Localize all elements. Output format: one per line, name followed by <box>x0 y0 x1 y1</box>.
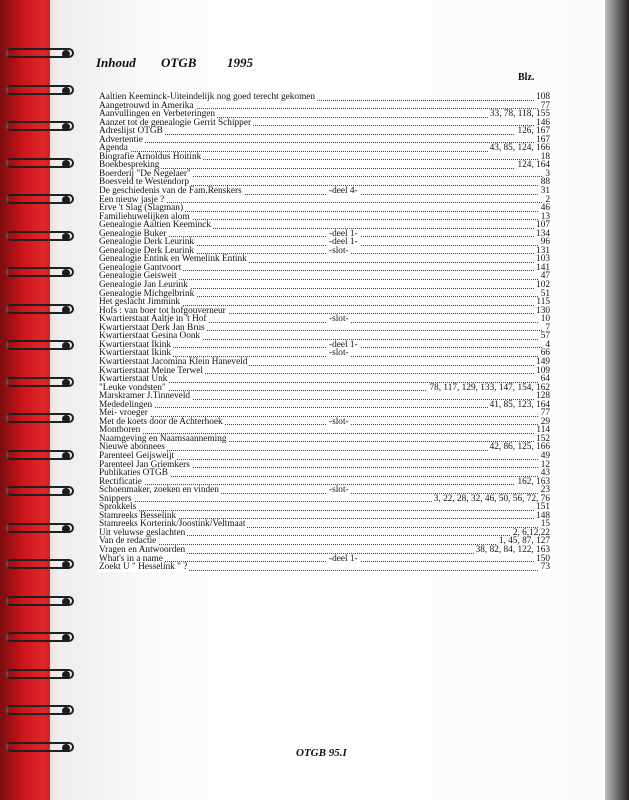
entry-pages: 15 <box>540 519 550 530</box>
punch-hole <box>62 306 70 314</box>
entry-title: Genealogie Derk Leurink <box>99 237 194 248</box>
entry-pages: 3 <box>545 168 550 179</box>
entry-title: Biografie Arnoldus Hoitink <box>99 151 202 162</box>
toc-entry <box>97 529 552 538</box>
punch-hole <box>62 160 70 168</box>
entry-pages: 167 <box>536 134 550 145</box>
entry-title: Uit veluwse geslachten <box>99 527 186 538</box>
entry-pages: 130 <box>536 305 550 316</box>
entry-title: Met de koets door de Achterhoek <box>99 416 223 427</box>
toc-entry <box>97 563 552 572</box>
punch-hole <box>62 196 70 204</box>
entry-pages: 41, 85, 123, 164 <box>489 399 550 410</box>
entry-pages: 134 <box>536 228 550 239</box>
entry-pages: 108 <box>536 92 550 102</box>
entry-title: Kwartierstaat Derk Jan Brus <box>99 322 205 333</box>
entry-pages: 4 <box>545 339 550 350</box>
entry-title: Genealogie Buker <box>99 228 167 239</box>
entry-title: De geschiedenis van de Fam.Renskers <box>99 186 242 197</box>
punch-hole <box>62 233 70 241</box>
entry-title: Mededelingen <box>99 399 153 410</box>
punch-hole <box>62 561 70 569</box>
entry-pages: 47 <box>540 271 550 282</box>
toc-entry <box>97 546 552 555</box>
entry-pages: 43 <box>540 468 550 479</box>
entry-part: -deel 4- <box>329 186 358 197</box>
entry-title: "Leuke vondsten" <box>99 382 166 393</box>
entry-pages: 2, 6,12,22 <box>512 527 550 538</box>
entry-title: Parenteel Jan Griemkers <box>99 459 190 470</box>
toc-entry <box>97 136 552 145</box>
entry-pages: 88 <box>540 177 550 188</box>
entry-pages: 1, 45, 87, 127 <box>498 536 550 547</box>
entry-title: Kwartierstaat Gesina Oonk <box>99 331 201 342</box>
binding-ring <box>6 413 76 425</box>
entry-title: Van de redactie <box>99 536 157 547</box>
entry-title: Montboren <box>99 425 141 436</box>
punch-hole <box>62 634 70 642</box>
entry-part: -deel 1- <box>329 339 358 350</box>
entry-pages: 49 <box>540 450 550 461</box>
entry-title: Vragen en Antwoorden <box>99 544 186 555</box>
binding-ring <box>6 523 76 535</box>
binding-ring <box>6 486 76 498</box>
binding-ring <box>6 194 76 206</box>
entry-title: Aaltien Keeminck-Uiteindelijk nog goed terecht gekomen <box>99 92 316 102</box>
entry-pages: 10 <box>540 314 550 325</box>
toc-entry <box>97 435 552 444</box>
binding-ring <box>6 121 76 133</box>
punch-hole <box>62 707 70 715</box>
entry-pages: 114 <box>536 425 550 436</box>
entry-title: Boesveld te Westendorp <box>99 177 189 188</box>
entry-pages: 23 <box>540 485 550 496</box>
punch-hole <box>62 50 70 58</box>
entry-part: -deel 1- <box>329 237 358 248</box>
entry-pages: 18 <box>540 151 550 162</box>
entry-pages: 107 <box>536 220 550 231</box>
entry-title: Boekbespreking <box>99 160 160 171</box>
entry-title: Publikaties OTGB <box>99 468 168 479</box>
entry-pages: 42, 86, 125, 166 <box>489 442 550 453</box>
entry-title: Nieuwe abonnees <box>99 442 165 453</box>
entry-title: Kwartierstaat Ikink <box>99 348 172 359</box>
entry-part: -slot- <box>329 314 349 325</box>
toc-entry <box>97 495 552 504</box>
entry-title: Genealogie Entink en Wemelink Entink <box>99 254 247 265</box>
entry-part: -slot- <box>329 245 349 256</box>
entry-pages: 78, 117, 129, 133, 147, 154, 162 <box>429 382 550 393</box>
entry-title: Agenda <box>99 143 128 154</box>
toc-entry <box>97 153 552 162</box>
entry-title: Aangetrouwd in Amerika <box>99 100 194 111</box>
entry-part: -slot- <box>329 416 349 427</box>
entry-title: Parenteel Geijsweijt <box>99 450 175 461</box>
entry-title: Zoekt U " Hesselink " ? <box>99 562 188 573</box>
entry-title: Genealogie Geisweit <box>99 271 177 282</box>
entry-pages: 29 <box>540 416 550 427</box>
binding-ring <box>6 632 76 644</box>
entry-title: Aanvullingen en Verbeteringen <box>99 109 216 120</box>
entry-pages: 33, 78, 118, 155 <box>489 109 550 120</box>
header-publication: OTGB <box>161 55 197 70</box>
entry-title: Genealogie Derk Leurink <box>99 245 194 256</box>
toc-entry <box>97 418 552 427</box>
entry-pages: 151 <box>536 502 550 513</box>
entry-title: Boerderij "De Negelaer" <box>99 168 191 179</box>
punch-hole <box>62 671 70 679</box>
entry-title: Stamreeks Korterink/Joostink/Veltmaat <box>99 519 246 530</box>
entry-pages: 46 <box>540 203 550 214</box>
page-column-label: Blz. <box>518 72 535 83</box>
entry-part: -slot- <box>329 348 349 359</box>
punch-hole <box>62 269 70 277</box>
spiral-binding <box>0 0 90 800</box>
entry-pages: 96 <box>540 237 550 248</box>
entry-pages: 57 <box>540 331 550 342</box>
entry-pages: 150 <box>536 553 550 564</box>
toc-entry <box>97 401 552 410</box>
entry-title: Kwartierstaat Jacomina Klein Haneveld <box>99 356 248 367</box>
leader-dots <box>97 133 552 135</box>
header-year: 1995 <box>227 55 253 70</box>
entry-title: What's in a name <box>99 553 163 564</box>
punch-hole <box>62 488 70 496</box>
entry-pages: 103 <box>536 254 550 265</box>
punch-hole <box>62 87 70 95</box>
entry-title: Genealogie Aaltien Keeminck <box>99 220 212 231</box>
entry-title: Adreslijst OTGB <box>99 126 163 137</box>
entry-pages: 146 <box>536 117 550 128</box>
header-title: Inhoud <box>96 55 136 70</box>
entry-pages: 64 <box>540 374 550 385</box>
entry-pages: 73 <box>540 562 550 573</box>
punch-hole <box>62 598 70 606</box>
entry-title: Een nieuw jasje ? <box>99 194 165 205</box>
entry-pages: 109 <box>536 365 550 376</box>
entry-part: -deel 1- <box>329 553 358 564</box>
binding-ring <box>6 48 76 60</box>
entry-title: Schoenmaker, zoeken en vinden <box>99 485 219 496</box>
binding-ring <box>6 596 76 608</box>
binding-ring <box>6 304 76 316</box>
entry-pages: 162, 163 <box>517 476 550 487</box>
punch-hole <box>62 744 70 752</box>
binding-ring <box>6 559 76 571</box>
entry-pages: 131 <box>536 245 550 256</box>
entry-pages: 7 <box>545 322 550 333</box>
entry-pages: 66 <box>540 348 550 359</box>
entry-pages: 12 <box>540 459 550 470</box>
toc-entry <box>97 392 552 401</box>
entry-pages: 126, 167 <box>517 126 550 137</box>
entry-part: -slot- <box>329 485 349 496</box>
entry-title: Kwartierstaat Meine Terwel <box>99 365 203 376</box>
entry-title: Mei- vroeger <box>99 408 148 419</box>
binding-ring <box>6 85 76 97</box>
toc-entry <box>97 469 552 478</box>
entry-title: Advertentie <box>99 134 143 145</box>
binding-ring <box>6 450 76 462</box>
page-footer: OTGB 95.I <box>296 747 347 759</box>
toc-entry <box>97 119 552 128</box>
entry-pages: 3, 22, 28, 32, 46, 50, 56, 72, 76 <box>433 493 550 504</box>
binding-ring <box>6 158 76 170</box>
binding-ring <box>6 669 76 681</box>
entry-pages: 152 <box>536 433 550 444</box>
entry-pages: 77 <box>540 100 550 111</box>
entry-title: Hofs : van boer tot hofgouverneur <box>99 305 226 316</box>
punch-hole <box>62 123 70 131</box>
entry-pages: 141 <box>536 262 550 273</box>
punch-hole <box>62 379 70 387</box>
entry-part: -deel 1- <box>329 228 358 239</box>
leader-dots <box>97 406 552 408</box>
entry-pages: 13 <box>540 211 550 222</box>
entry-title: Stamreeks Besselink <box>99 510 177 521</box>
entry-title: Kwartierstaat Unk <box>99 374 168 385</box>
entry-pages: 149 <box>536 356 550 367</box>
entry-title: Aanzet tot de genealogie Gerrit Schipper <box>99 117 252 128</box>
entry-title: Kwartierstaat Aaltje in 't Hof <box>99 314 207 325</box>
binding-ring <box>6 705 76 717</box>
punch-hole <box>62 415 70 423</box>
entry-title: Genealogie Michgelbrink <box>99 288 195 299</box>
entry-title: Naamgeving en Naamsaanneming <box>99 433 227 444</box>
leader-dots <box>97 141 552 143</box>
punch-hole <box>62 452 70 460</box>
entry-pages: 43, 85, 124, 166 <box>489 143 550 154</box>
binding-ring <box>6 742 76 754</box>
entry-pages: 115 <box>536 297 550 308</box>
entry-pages: 38, 82, 84, 122, 163 <box>475 544 550 555</box>
entry-title: Genealogie Jan Leurink <box>99 280 188 291</box>
entry-pages: 2 <box>545 194 550 205</box>
entry-title: Het geslacht Jimmink <box>99 297 181 308</box>
entry-title: Rectificatie <box>99 476 142 487</box>
entry-title: Marskramer J.Tinneveld <box>99 391 191 402</box>
entry-pages: 124, 164 <box>517 160 550 171</box>
binding-ring <box>6 231 76 243</box>
entry-pages: 31 <box>540 186 550 197</box>
entry-pages: 128 <box>536 391 550 402</box>
table-of-contents <box>97 93 552 572</box>
entry-pages: 148 <box>536 510 550 521</box>
entry-title: Erve 't Slag (Slagman) <box>99 203 184 214</box>
binding-ring <box>6 377 76 389</box>
entry-pages: 51 <box>540 288 550 299</box>
toc-entry <box>97 187 552 196</box>
punch-hole <box>62 525 70 533</box>
entry-pages: 77 <box>540 408 550 419</box>
page-edge-shadow <box>605 0 629 800</box>
entry-title: Kwartierstaat Ikink <box>99 339 172 350</box>
toc-entry <box>97 127 552 136</box>
entry-title: Sprokkels <box>99 502 137 513</box>
entry-pages: 102 <box>536 280 550 291</box>
entry-title: Familiehuwelijken alom <box>99 211 190 222</box>
punch-hole <box>62 342 70 350</box>
binding-ring <box>6 267 76 279</box>
entry-title: Genealogie Gantvoort <box>99 262 182 273</box>
binding-ring <box>6 340 76 352</box>
entry-title: Snippers <box>99 493 132 504</box>
